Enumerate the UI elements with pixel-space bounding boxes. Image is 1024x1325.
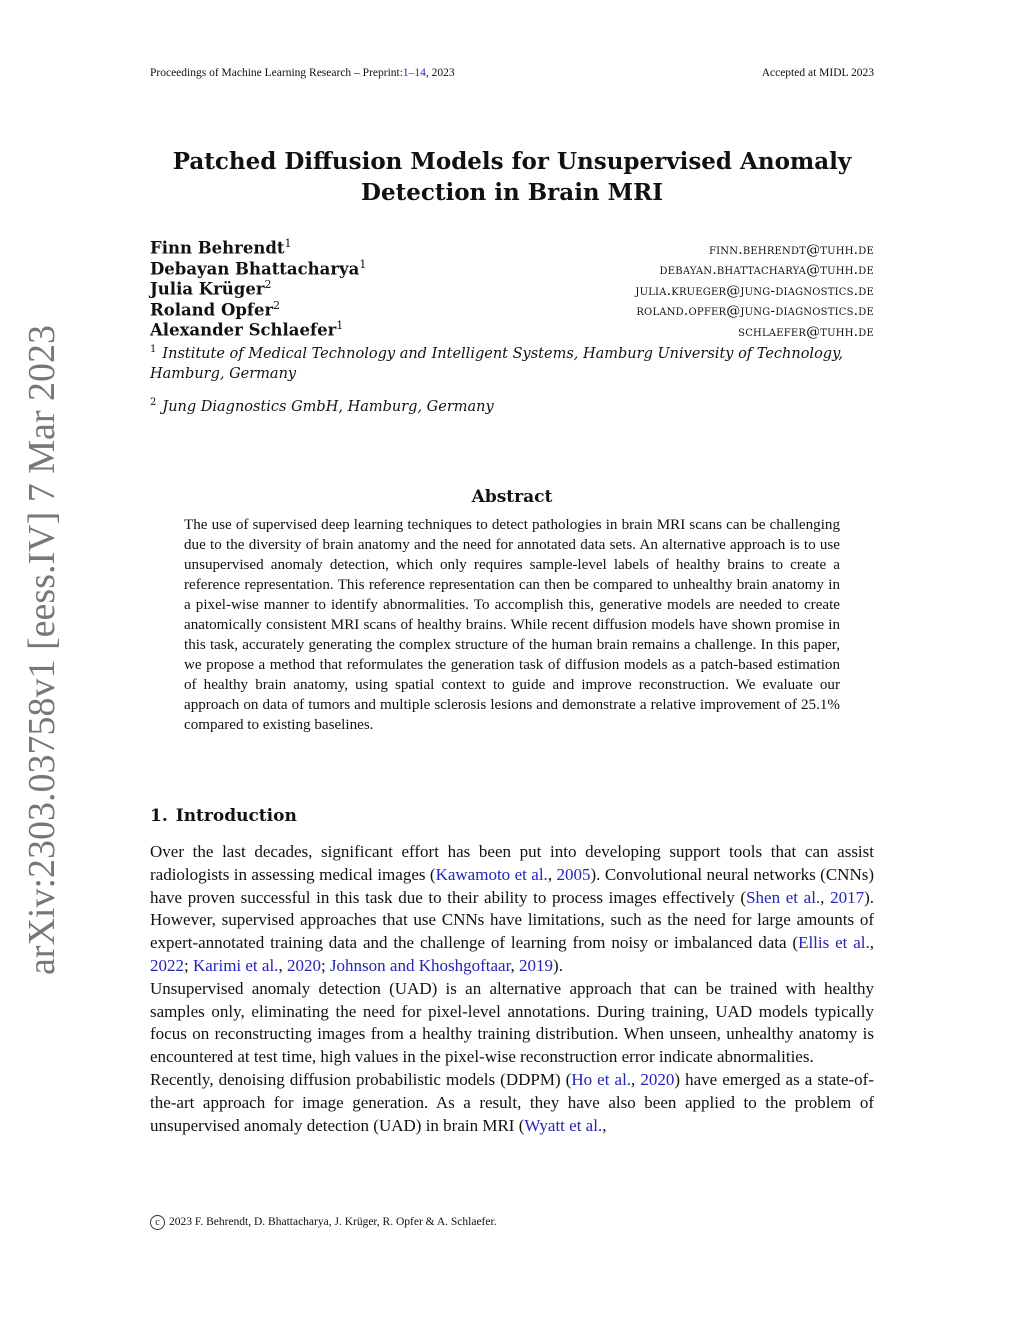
affiliation-text: Institute of Medical Technology and Intelligent Systems, Hamburg University of Technology, Hamburg, Germany bbox=[150, 345, 843, 382]
author-list bbox=[150, 237, 874, 340]
abstract-body: The use of supervised deep learning techniques to detect pathologies in brain MRI scans can be challenging due to the diversity of brain anatomy and the need for annotated data sets. An alternative approach is to use unsupervised anomaly detection, which only requires sample-level labels of healthy brains to create a reference representation. This reference representation can then be compared to unhealthy brain anatomy in a pixel-wise manner to identify abnormalities. To accomplish this, generative models are needed to create anatomically consistent MRI scans of healthy brains. While recent diffusion models have shown promise in this task, accurately generating the complex structure of the human brain remains a challenge. In this paper, we propose a method that reformulates the generation task of diffusion models as a patch-based estimation of healthy brain anatomy, using spatial context to guide and improve reconstruction. We evaluate our approach on data of tumors and multiple sclerosis lesions and demonstrate a relative improvement of 25.1% compared to existing baselines. bbox=[184, 517, 840, 733]
affiliation-number: 2 bbox=[150, 397, 157, 408]
paragraph: Unsupervised anomaly detection (UAD) is an alternative approach that can be trained with healthy samples only, eliminating the need for pixel-level annotations. During training, UAD models typically focus on reconstructing images from a healthy training distribution. When unseen, unhealthy anatomy is encountered at test time, high values in the pixel-wise reconstruction error indicate abnormalities. bbox=[150, 978, 874, 1067]
author-name: Alexander Schlaefer$^1$ bbox=[150, 319, 344, 340]
author-name: Roland Opfer$^2$ bbox=[150, 298, 281, 319]
citation-link[interactable]: Ellis et al., 2022 bbox=[150, 933, 874, 975]
arxiv-stamp-text: arXiv:2303.03758v1 [eess.IV] 7 Mar 2023 bbox=[21, 324, 64, 976]
section-title: Introduction bbox=[175, 806, 297, 826]
affiliation-text: Jung Diagnostics GmbH, Hamburg, Germany bbox=[162, 398, 494, 415]
paragraph: Over the last decades, significant effort has been put into developing support tools that can assist radiologists in assessing medical images (Kawamoto et al., 2005). Convolutional neural networks (CNNs) have proven successful in this task due to their ability to process images effectively (Shen et al., 2017). However, supervised approaches that use CNNs have limitations, such as the need for large amounts of expert-annotated training data and the challenge of learning from noisy or imbalanced data (Ellis et al., 2022; Karimi et al., 2020; Johnson and Khoshgoftaar, 2019). bbox=[150, 842, 875, 975]
section-heading bbox=[150, 806, 297, 826]
author-name: Julia Krüger$^2$ bbox=[150, 278, 272, 299]
author-row bbox=[150, 278, 874, 299]
copyright-icon: c bbox=[150, 1215, 165, 1230]
citation-link[interactable]: Shen et al., 2017 bbox=[746, 887, 865, 907]
running-header-accepted: Accepted at MIDL 2023 bbox=[761, 67, 874, 79]
author-email[interactable]: roland.opfer@jung-diagnostics.de bbox=[636, 303, 874, 319]
abstract-heading: Abstract bbox=[471, 487, 553, 507]
affiliation-2 bbox=[150, 393, 874, 417]
affiliation-number: 1 bbox=[150, 344, 157, 355]
copyright-text: 2023 F. Behrendt, D. Bhattacharya, J. Krüger, R. Opfer & A. Schlaefer. bbox=[169, 1216, 497, 1228]
author-row bbox=[150, 319, 874, 340]
author-email[interactable]: schlaefer@tuhh.de bbox=[738, 323, 874, 340]
paragraph: Recently, denoising diffusion probabilistic models (DDPM) (Ho et al., 2020) have emerged as a state-of-the-art approach for image generation. As a result, they have also been applied to the problem of unsupervised anomaly detection (UAD) in brain MRI (Wyatt et al., bbox=[150, 1069, 875, 1135]
copyright-footer bbox=[150, 1215, 497, 1230]
citation-link[interactable]: Ho et al., 2020 bbox=[571, 1069, 675, 1089]
introduction-body bbox=[150, 841, 874, 1137]
year-text: , 2023 bbox=[425, 67, 455, 79]
author-row bbox=[150, 258, 874, 279]
author-name: Debayan Bhattacharya$^1$ bbox=[150, 257, 367, 278]
citation-link[interactable]: Wyatt et al. bbox=[524, 1115, 603, 1135]
venue-text: Proceedings of Machine Learning Research – Preprint: bbox=[150, 67, 403, 79]
arxiv-stamp bbox=[7, 324, 77, 976]
citation-link[interactable]: Johnson and Khoshgoftaar, 2019 bbox=[329, 955, 554, 975]
author-row bbox=[150, 299, 874, 320]
page-range-link[interactable]: 1–14 bbox=[402, 67, 426, 79]
paper-title: Patched Diffusion Models for Unsupervised Anomaly Detection in Brain MRI bbox=[172, 148, 852, 206]
author-row bbox=[150, 237, 874, 258]
author-email[interactable]: debayan.bhattacharya@tuhh.de bbox=[659, 262, 874, 278]
citation-link[interactable]: Kawamoto et al., 2005 bbox=[435, 864, 591, 884]
running-header-venue bbox=[150, 67, 455, 79]
author-email[interactable]: julia.krueger@jung-diagnostics.de bbox=[635, 282, 874, 299]
section-number: 1. bbox=[150, 806, 168, 826]
citation-link[interactable]: Karimi et al., 2020 bbox=[192, 955, 321, 975]
affiliation-1 bbox=[150, 340, 874, 384]
author-email[interactable]: finn.behrendt@tuhh.de bbox=[709, 241, 874, 258]
author-name: Finn Behrendt$^1$ bbox=[150, 237, 292, 258]
